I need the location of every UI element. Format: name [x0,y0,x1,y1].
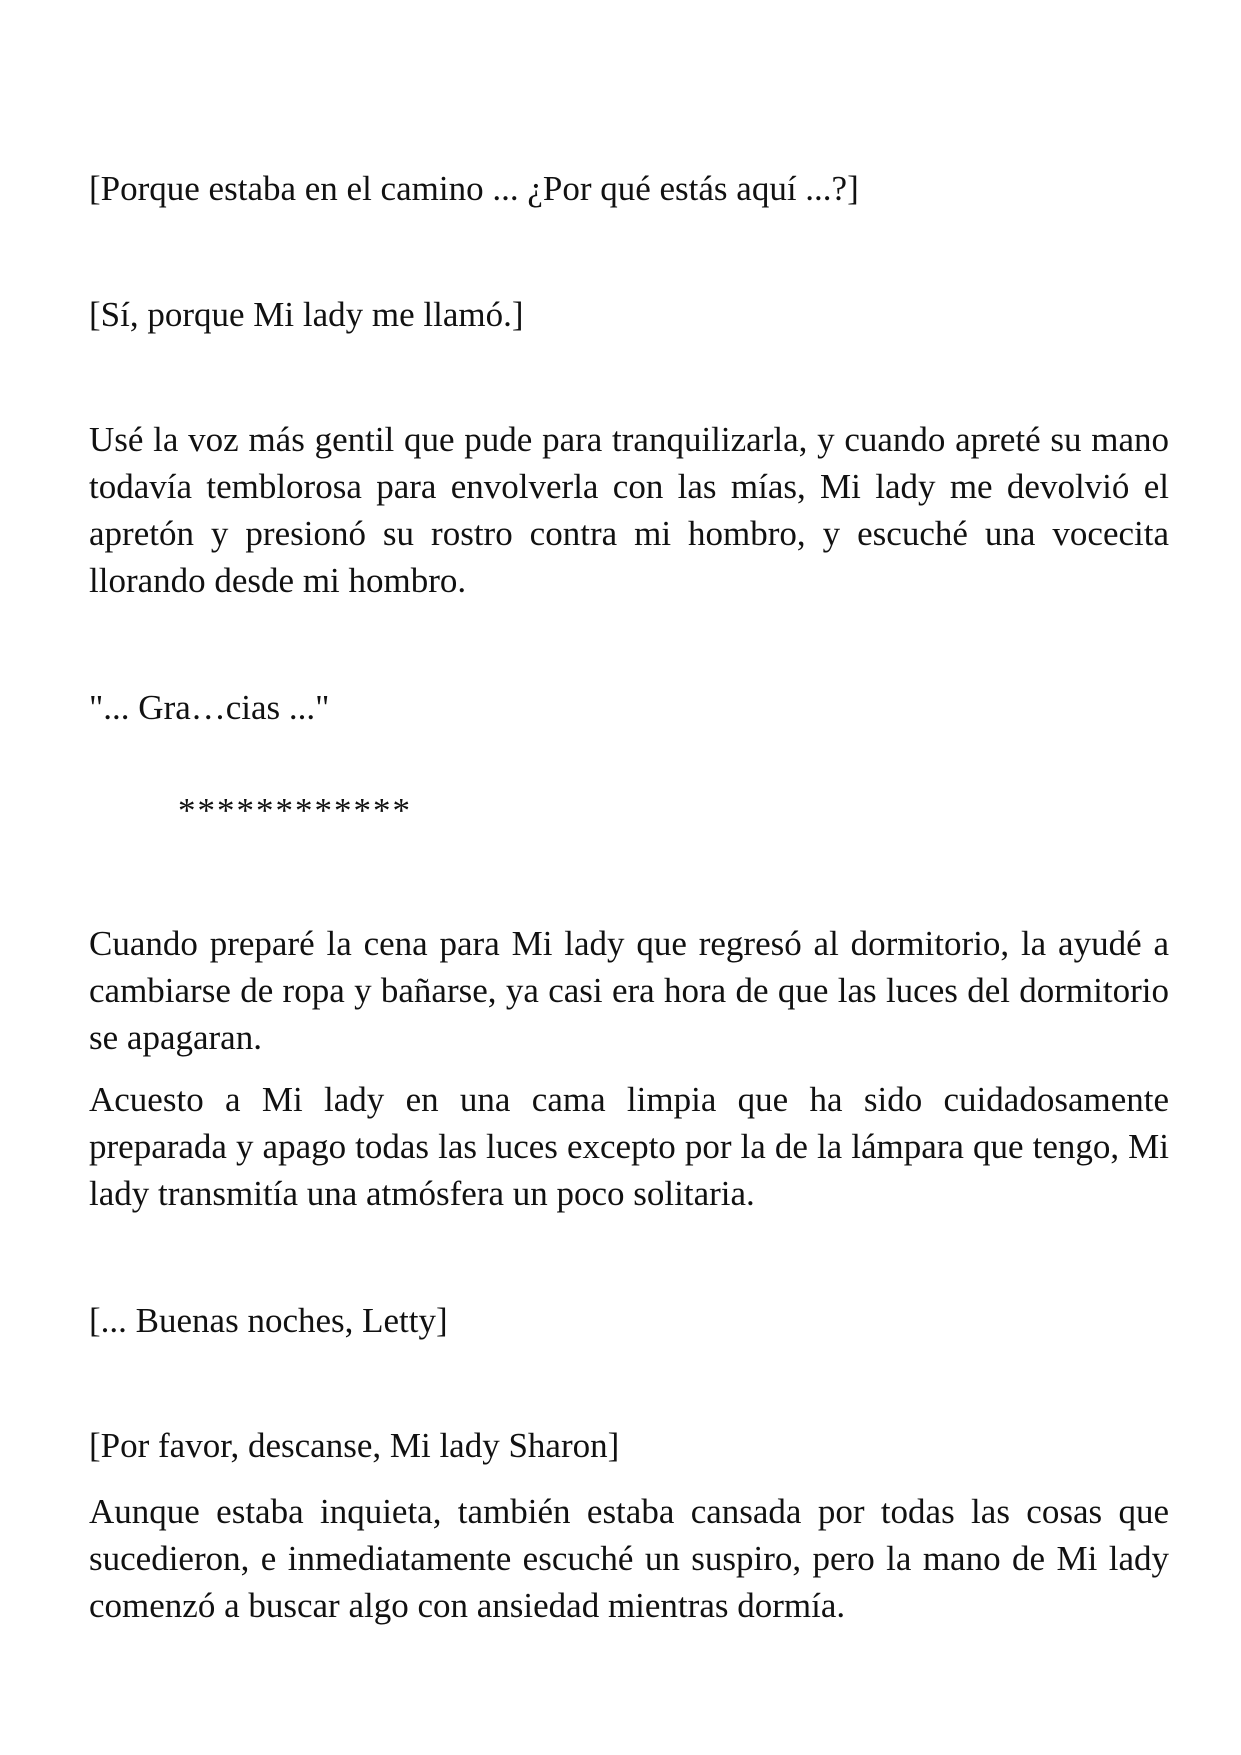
dialogue-line-4: [... Buenas noches, Letty] [89,1301,448,1340]
dialogue-line-3: "... Gra…cias ..." [89,688,330,727]
narrative-paragraph-2: Cuando preparé la cena para Mi lady que regresó al dormitorio, la ayudé a cambiarse de ropa y bañarse, ya casi era hora de que las luces del dormitorio se apagaran. [89,924,1169,1057]
section-divider: ************ [178,791,412,830]
dialogue-line-2: [Sí, porque Mi lady me llamó.] [89,295,524,334]
narrative-paragraph-1: Usé la voz más gentil que pude para tranquilizarla, y cuando apreté su mano todavía temblorosa para envolverla con las mías, Mi lady me devolvió el apretón y presionó su rostro contra mi hombro, y escuché una vocecita llorando desde mi hombro. [89,420,1169,600]
narrative-paragraph-3: Acuesto a Mi lady en una cama limpia que ha sido cuidadosamente preparada y apago todas las luces excepto por la de la lámpara que tengo, Mi lady transmitía una atmósfera un poco solitaria. [89,1080,1169,1213]
dialogue-line-1: [Porque estaba en el camino ... ¿Por qué estás aquí ...?] [89,169,859,208]
narrative-paragraph-4: Aunque estaba inquieta, también estaba cansada por todas las cosas que sucedieron, e inmediatamente escuché un suspiro, pero la mano de Mi lady comenzó a buscar algo con ansiedad mientras dormía. [89,1492,1169,1625]
dialogue-line-5: [Por favor, descanse, Mi lady Sharon] [89,1426,620,1465]
